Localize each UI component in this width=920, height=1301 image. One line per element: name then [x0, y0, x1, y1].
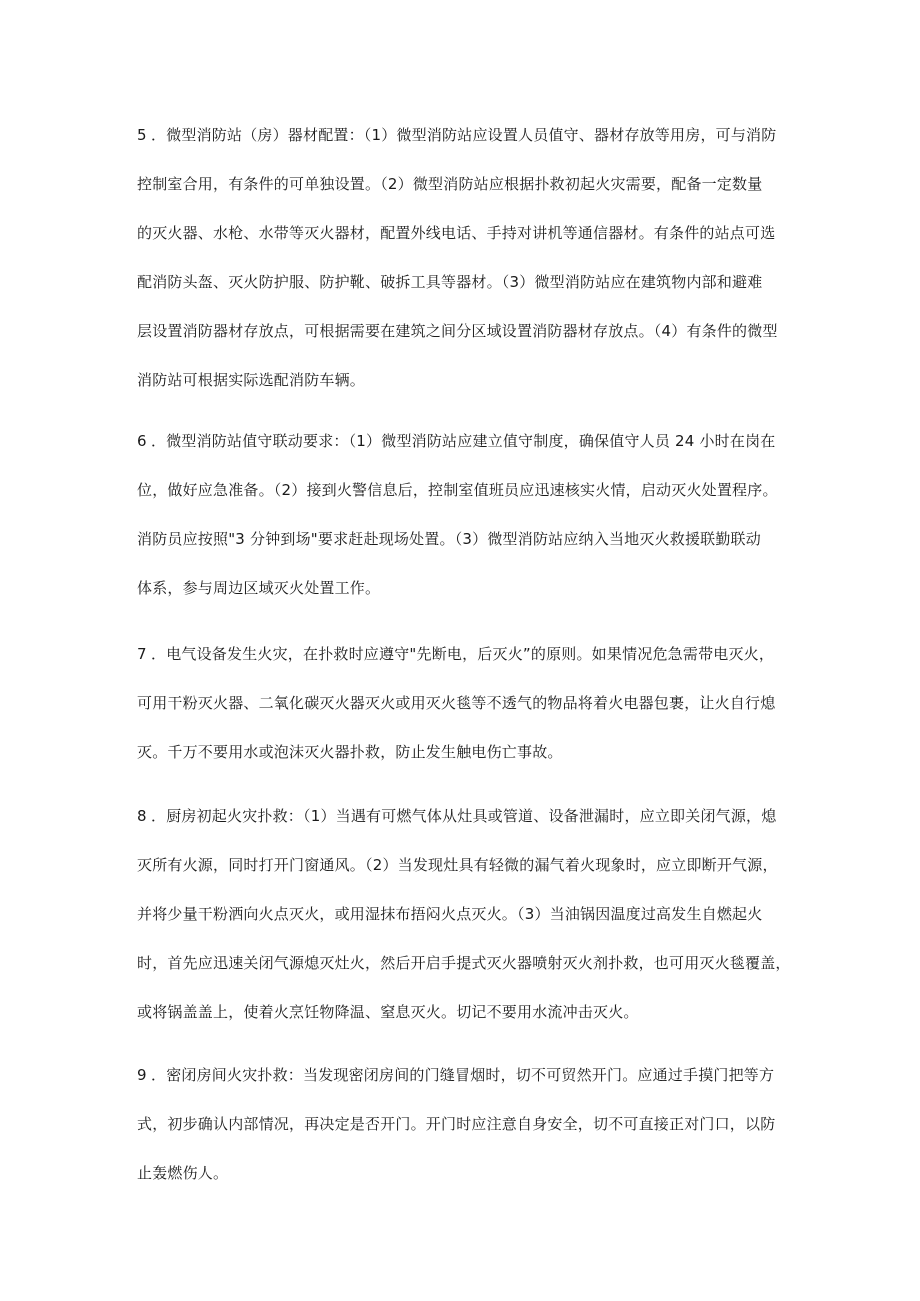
paragraph-line: 消防员应按照"3 分钟到场"要求赶赴现场处置。（3）微型消防站应纳入当地灭火救援联勤联动	[137, 530, 761, 548]
paragraph-number: 7	[137, 645, 147, 663]
line-text: ．微型消防站（房）器材配置：（1）微型消防站应设置人员值守、器材存放等用房，可与消防	[151, 126, 777, 144]
paragraph-line: 式，初步确认内部情况，再决定是否开门。开门时应注意自身安全，切不可直接正对门口，以防	[137, 1115, 776, 1133]
paragraph-line: 位，做好应急准备。（2）接到火警信息后，控制室值班员应迅速核实火情，启动灭火处置程序。	[137, 481, 778, 499]
paragraph-line: 或将锅盖盖上，使着火烹饪物降温、窒息灭火。切记不要用水流冲击灭火。	[137, 1003, 639, 1021]
paragraph-line: 时，首先应迅速关闭气源熄灭灶火，然后开启手提式灭火器喷射灭火剂扑救，也可用灭火毯覆盖，	[137, 954, 791, 972]
paragraph-line: 的灭火器、水枪、水带等灭火器材，配置外线电话、手持对讲机等通信器材。有条件的站点可选	[137, 224, 776, 242]
paragraph-line: 体系，参与周边区域灭火处置工作。	[137, 579, 381, 597]
paragraph-line: 配消防头盔、灭火防护服、防护靴、破拆工具等器材。（3）微型消防站应在建筑物内部和避难	[137, 273, 763, 291]
paragraph-6	[137, 417, 797, 613]
paragraph-7	[137, 630, 797, 777]
paragraph-line	[137, 792, 797, 841]
paragraph-line: 消防站可根据实际选配消防车辆。	[137, 371, 366, 389]
paragraph-line: 灭所有火源，同时打开门窗通风。（2）当发现灶具有轻微的漏气着火现象时，应立即断开气源，	[137, 856, 778, 874]
paragraph-number: 8	[137, 807, 147, 825]
paragraph-line: 可用干粉灭火器、二氧化碳灭火器灭火或用灭火毯等不透气的物品将着火电器包裹，让火自行熄	[137, 694, 776, 712]
line-text: ．微型消防站值守联动要求：（1）微型消防站应建立值守制度，确保值守人员 24 小时在岗在	[151, 432, 776, 450]
paragraph-line: 并将少量干粉洒向火点灭火，或用湿抹布捂闷火点灭火。（3）当油锅因温度过高发生自燃起火	[137, 905, 763, 923]
paragraph-line	[137, 417, 797, 466]
paragraph-number: 5	[137, 126, 147, 144]
paragraph-number: 9	[137, 1066, 147, 1084]
paragraph-number: 6	[137, 432, 147, 450]
paragraph-line: 控制室合用，有条件的可单独设置。（2）微型消防站应根据扑救初起火灾需要，配备一定数量	[137, 175, 763, 193]
paragraph-5	[137, 111, 797, 405]
paragraph-line	[137, 111, 797, 160]
paragraph-line: 止轰燃伤人。	[137, 1164, 229, 1182]
paragraph-9	[137, 1051, 797, 1198]
paragraph-line: 层设置消防器材存放点，可根据需要在建筑之间分区域设置消防器材存放点。（4）有条件的微型	[137, 322, 778, 340]
paragraph-line	[137, 630, 797, 679]
line-text: ．电气设备发生火灾，在扑救时应遵守"先断电，后灭火”的原则。如果情况危急需带电灭火，	[151, 645, 775, 663]
line-text: ．密闭房间火灾扑救：当发现密闭房间的门缝冒烟时，切不可贸然开门。应通过手摸门把等方	[151, 1066, 775, 1084]
paragraph-line	[137, 1051, 797, 1100]
paragraph-line: 灭。千万不要用水或泡沫灭火器扑救，防止发生触电伤亡事故。	[137, 743, 563, 761]
line-text: ．厨房初起火灾扑救：（1）当遇有可燃气体从灶具或管道、设备泄漏时，应立即关闭气源，熄	[151, 807, 777, 825]
paragraph-8	[137, 792, 797, 1037]
